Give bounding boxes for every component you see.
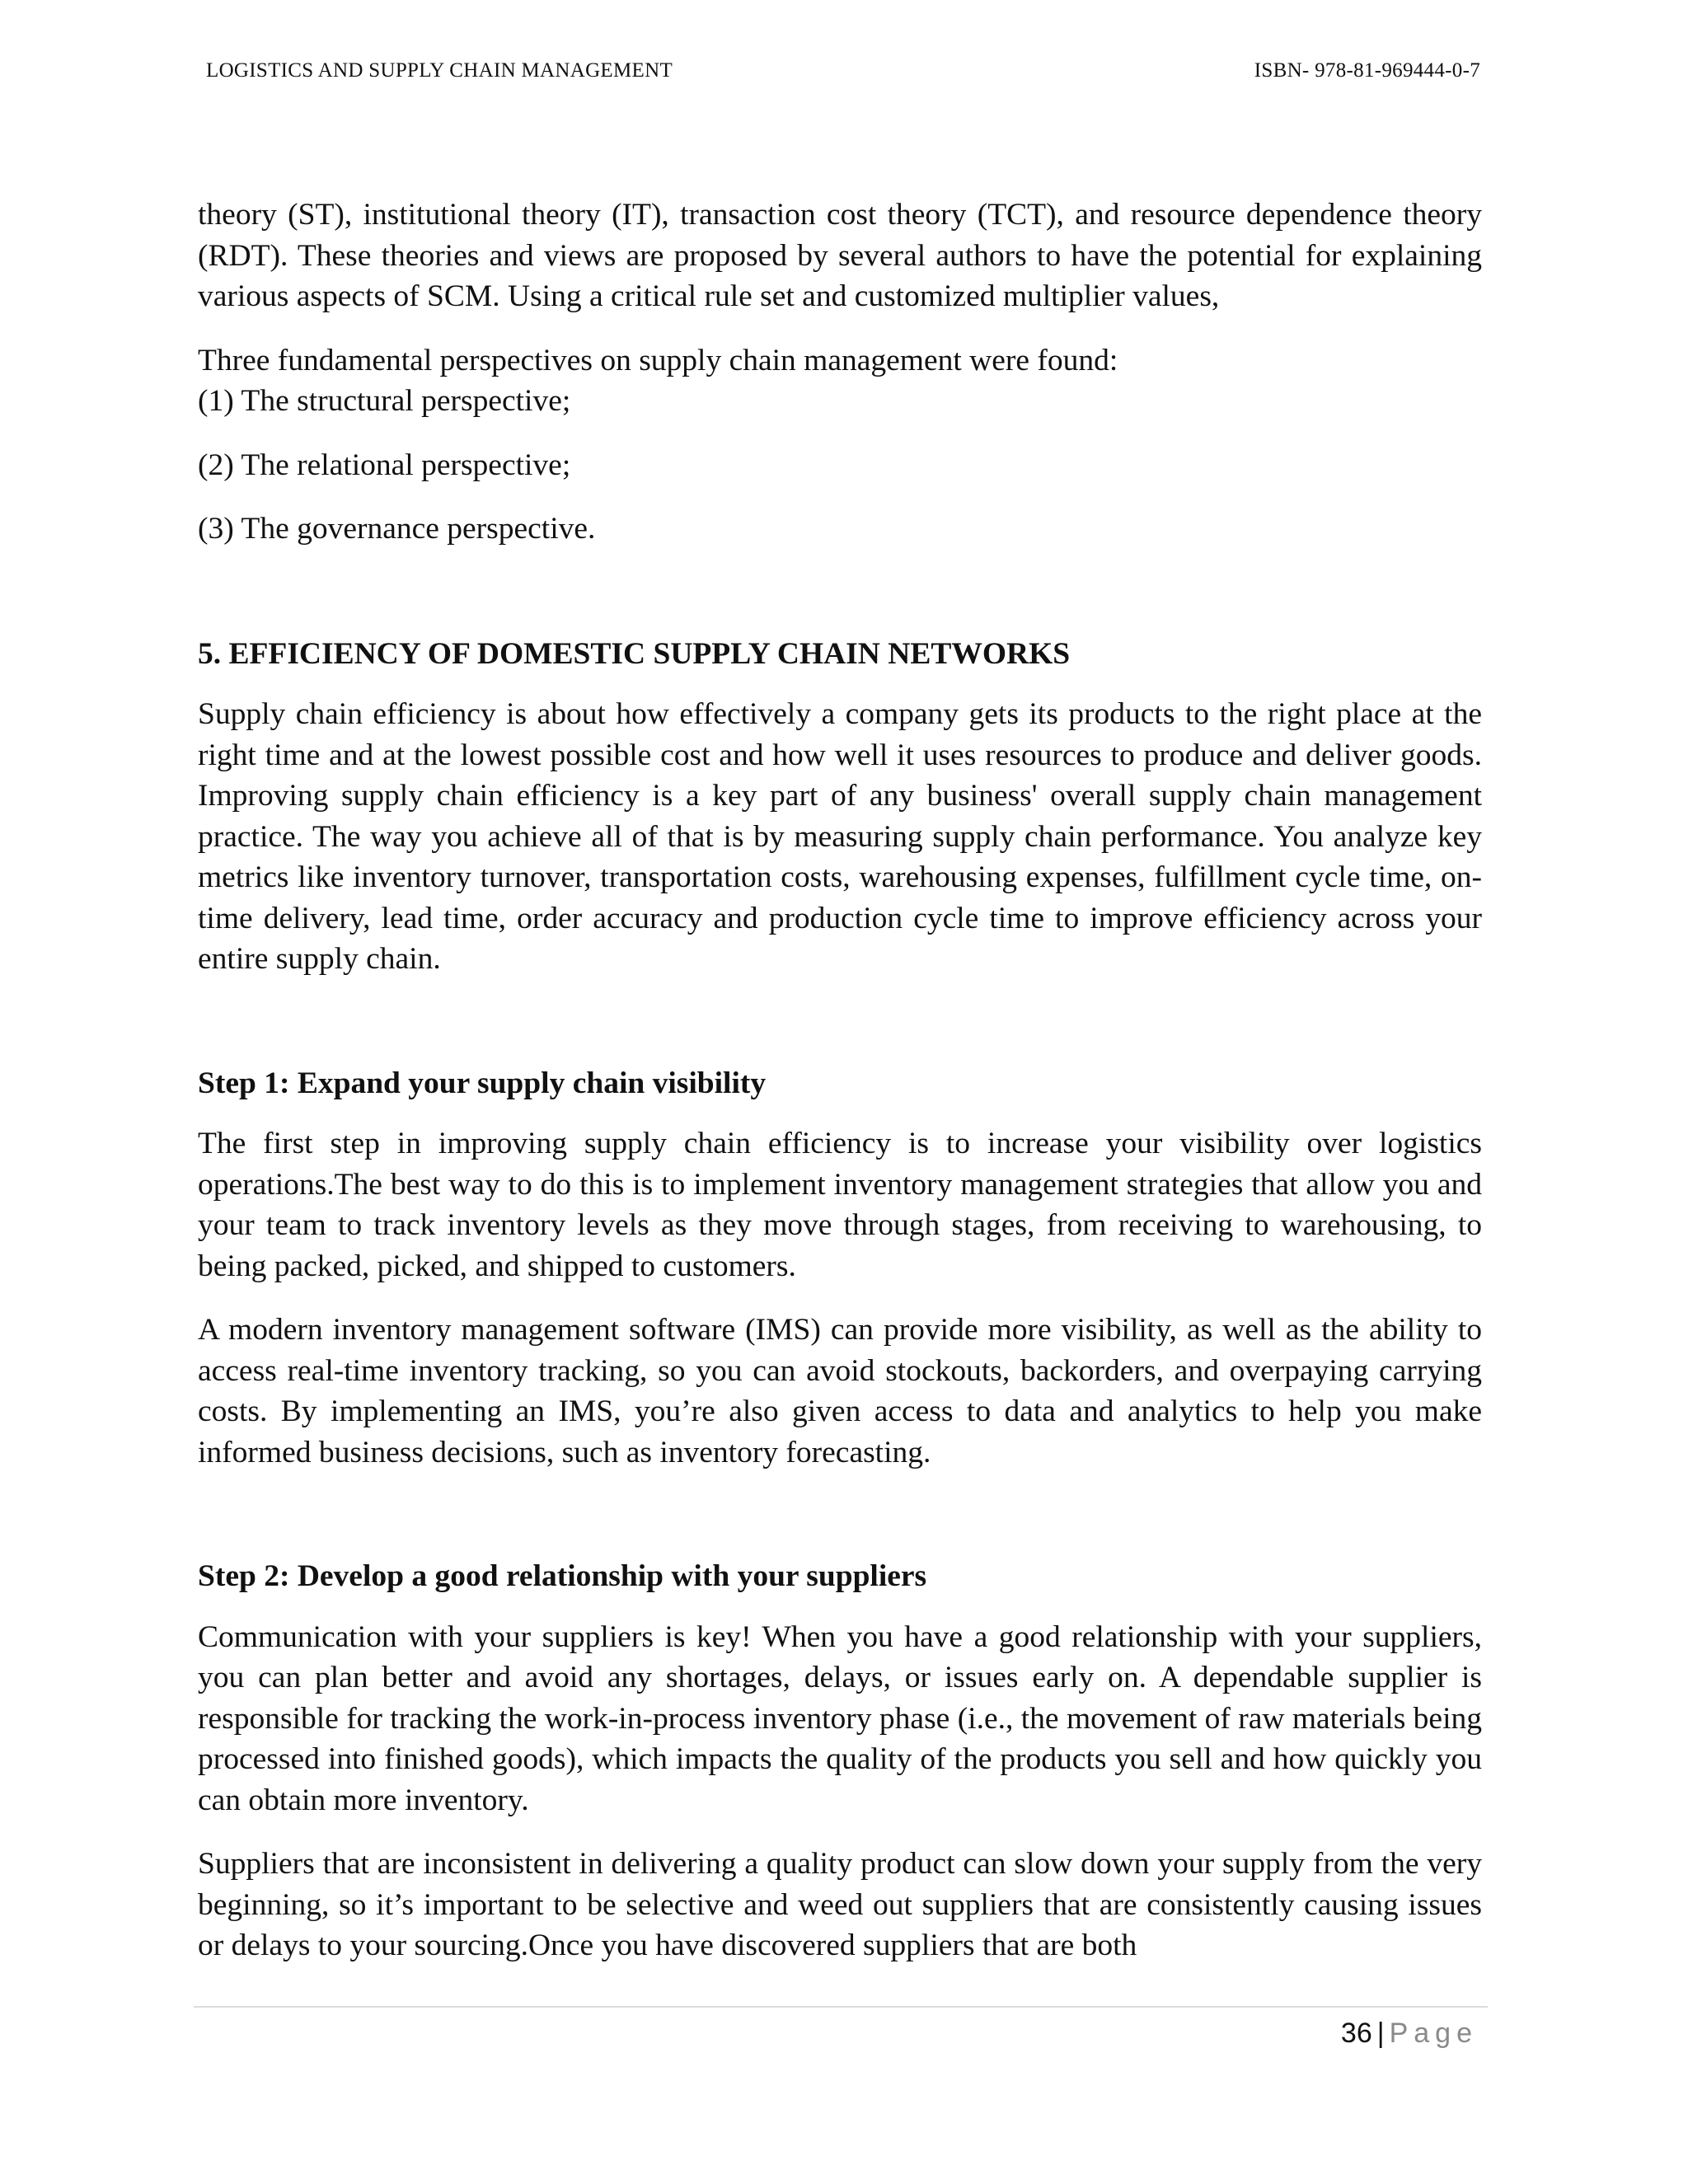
- step-2-heading: Step 2: Develop a good relationship with your suppliers: [198, 1559, 927, 1593]
- page-word: Page: [1389, 2018, 1478, 2049]
- page-body: [198, 194, 1482, 1990]
- book-title: LOGISTICS AND SUPPLY CHAIN MANAGEMENT: [206, 59, 673, 82]
- spacer: [198, 1496, 1482, 1556]
- section-heading: 5. EFFICIENCY OF DOMESTIC SUPPLY CHAIN NETWORKS: [198, 636, 1071, 671]
- footer-divider: [194, 2006, 1488, 2008]
- perspective-item-structural: (1) The structural perspective;: [198, 384, 571, 418]
- page-number-separator: |: [1376, 2018, 1385, 2049]
- step-1-paragraph-1: The first step in improving supply chain efficiency is to increase your visibility over logistics operations.The best way to do this is to implement inventory management strategies that allow you and your team to track inventory levels as they move through stages, from receiving to warehousing, to being packed, picked, and shipped to customers.: [198, 1127, 1482, 1283]
- running-header: [206, 59, 1482, 92]
- step-2-paragraph-1: Communication with your suppliers is key! When you have a good relationship with your suppliers, you can plan better and avoid any shortages, delays, or issues early on. A dependable supplier is responsible for tracking the work-in-process inventory phase (i.e., the movement of raw materials being processed into finished goods), which impacts the quality of the products you sell and how quickly you can obtain more inventory.: [198, 1619, 1482, 1817]
- isbn: ISBN- 978-81-969444-0-7: [1254, 59, 1480, 82]
- page-number: [1341, 2018, 1478, 2050]
- perspective-item-relational: (2) The relational perspective;: [198, 448, 571, 482]
- page-number-value: 36: [1340, 2018, 1372, 2049]
- step-2-paragraph-2: Suppliers that are inconsistent in delivering a quality product can slow down your supply from the very beginning, so it’s important to be selective and weed out suppliers that are consistently causing issues or delays to your sourcing.Once you have discovered suppliers that are both: [198, 1847, 1482, 1962]
- perspectives-intro: Three fundamental perspectives on supply chain management were found:: [198, 343, 1118, 377]
- spacer: [198, 573, 1482, 634]
- step-1-heading: Step 1: Expand your supply chain visibility: [198, 1066, 767, 1100]
- spacer: [198, 1003, 1482, 1063]
- section-paragraph: Supply chain efficiency is about how effectively a company gets its products to the right place at the right time and at the lowest possible cost and how well it uses resources to produce and deliver goods. Improving supply chain efficiency is a key part of any business' overall supply chain management practice. The way you achieve all of that is by measuring supply chain performance. You analyze key metrics like inventory turnover, transportation costs, warehousing expenses, fulfillment cycle time, on-time delivery, lead time, order accuracy and production cycle time to improve efficiency across your entire supply chain.: [198, 697, 1482, 976]
- step-1-paragraph-2: A modern inventory management software (IMS) can provide more visibility, as well as the ability to access real-time inventory tracking, so you can avoid stockouts, backorders, and overpaying carrying costs. By implementing an IMS, you’re also given access to data and analytics to help you make informed business decisions, such as inventory forecasting.: [198, 1313, 1482, 1469]
- perspective-item-governance: (3) The governance perspective.: [198, 512, 596, 546]
- intro-paragraph: theory (ST), institutional theory (IT), transaction cost theory (TCT), and resource dependence theory (RDT). These theories and views are proposed by several authors to have the potential for explaining various aspects of SCM. Using a critical rule set and customized multiplier values,: [198, 198, 1482, 313]
